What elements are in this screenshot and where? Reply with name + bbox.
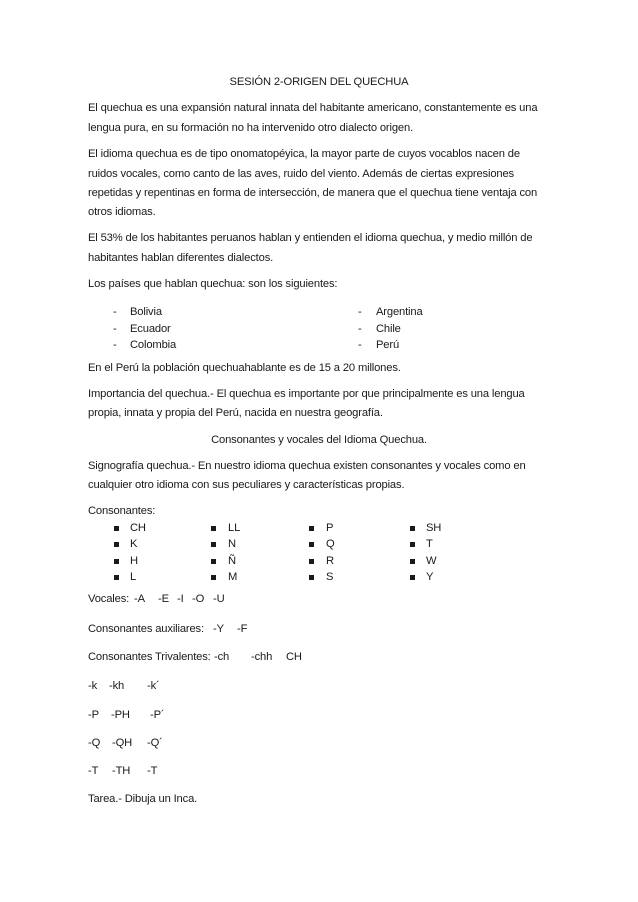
consonant-item: T — [426, 538, 433, 550]
bullet-square-icon — [114, 526, 119, 531]
list-dash: - — [358, 306, 362, 318]
auxiliary-label: Consonantes auxiliares: — [88, 623, 204, 635]
consonant-item: Q — [326, 538, 335, 550]
consonant-item: K — [130, 538, 138, 550]
bullet-square-icon — [410, 526, 415, 531]
consonant-item: W — [426, 555, 437, 567]
bullet-square-icon — [211, 559, 216, 564]
bullet-square-icon — [211, 575, 216, 580]
bullet-square-icon — [309, 575, 314, 580]
consonant-item: LL — [228, 522, 241, 534]
trivalent-label: Consonantes Trivalentes: — [88, 651, 211, 663]
consonant-item: Y — [426, 571, 434, 583]
paragraph-importance-line-2: propia, innata y propia del Perú, nacida en nuestra geografía. — [88, 407, 383, 419]
bullet-square-icon — [114, 542, 119, 547]
row-item: -k´ — [147, 680, 160, 692]
consonant-item: Ñ — [228, 555, 236, 567]
list-dash: - — [113, 339, 117, 351]
bullet-square-icon — [410, 575, 415, 580]
auxiliary-item: -F — [237, 623, 248, 635]
vowel-item: -A — [134, 593, 145, 605]
consonant-item: N — [228, 538, 236, 550]
homework-line: Tarea.- Dibuja un Inca. — [88, 793, 198, 805]
consonant-item: CH — [130, 522, 146, 534]
country-chile: Chile — [376, 323, 401, 335]
row-item: -PH — [111, 709, 130, 721]
country-argentina: Argentina — [376, 306, 423, 318]
row-item: -k — [88, 680, 98, 692]
row-item: -QH — [112, 737, 133, 749]
bullet-square-icon — [211, 526, 216, 531]
list-dash: - — [358, 339, 362, 351]
consonants-label: Consonantes: — [88, 505, 156, 517]
paragraph-onomatopoeia-line-2: ruidos vocales, como canto de las aves, ruido del viento. Además de ciertas expresiones — [88, 168, 514, 180]
list-dash: - — [358, 323, 362, 335]
bullet-square-icon — [309, 542, 314, 547]
paragraph-signografia-line-2: cualquier otro idioma con sus peculiares y características propias. — [88, 479, 405, 491]
row-item: -Q´ — [147, 737, 163, 749]
section-subtitle: Consonantes y vocales del Idioma Quechua. — [211, 434, 427, 446]
consonant-item: SH — [426, 522, 442, 534]
vowels-label: Vocales: — [88, 593, 130, 605]
paragraph-population: En el Perú la población quechuahablante es de 15 a 20 millones. — [88, 362, 401, 374]
vowel-item: -O — [192, 593, 205, 605]
vowel-item: -I — [177, 593, 184, 605]
bullet-square-icon — [410, 559, 415, 564]
bullet-square-icon — [410, 542, 415, 547]
paragraph-onomatopoeia-line-1: El idioma quechua es de tipo onomatopéyica, la mayor parte de cuyos vocablos nacen de — [88, 148, 520, 160]
vowel-item: -U — [213, 593, 225, 605]
paragraph-importance-line-1: Importancia del quechua.- El quechua es importante por que principalmente es una lengua — [88, 388, 525, 400]
paragraph-onomatopoeia-line-3: repetidas y repentinas en forma de intersección, de manera que el quechua tiene ventaja con — [88, 187, 538, 199]
country-peru: Perú — [376, 339, 400, 351]
paragraph-origin-line-1: El quechua es una expansión natural innata del habitante americano, constantemente es una — [88, 102, 538, 114]
vowel-item: -E — [158, 593, 169, 605]
list-dash: - — [113, 306, 117, 318]
bullet-square-icon — [211, 542, 216, 547]
paragraph-speakers-line-2: habitantes hablan diferentes dialectos. — [88, 252, 274, 264]
row-item: -T — [147, 765, 158, 777]
row-item: -TH — [112, 765, 131, 777]
bullet-square-icon — [309, 526, 314, 531]
consonant-item: P — [326, 522, 334, 534]
row-item: -kh — [109, 680, 125, 692]
auxiliary-item: -Y — [213, 623, 224, 635]
consonant-item: H — [130, 555, 138, 567]
paragraph-origin-line-2: lengua pura, en su formación no ha intervenido otro dialecto origen. — [88, 122, 414, 134]
list-dash: - — [113, 323, 117, 335]
row-item: -Q — [88, 737, 101, 749]
country-colombia: Colombia — [130, 339, 177, 351]
paragraph-countries-intro: Los países que hablan quechua: son los siguientes: — [88, 278, 338, 290]
country-bolivia: Bolivia — [130, 306, 162, 318]
consonant-item: R — [326, 555, 334, 567]
trivalent-item: CH — [286, 651, 302, 663]
country-ecuador: Ecuador — [130, 323, 171, 335]
bullet-square-icon — [309, 559, 314, 564]
paragraph-onomatopoeia-line-4: otros idiomas. — [88, 206, 156, 218]
row-item: -P — [88, 709, 99, 721]
paragraph-signografia-line-1: Signografía quechua.- En nuestro idioma quechua existen consonantes y vocales como en — [88, 460, 526, 472]
document-title: SESIÓN 2-ORIGEN DEL QUECHUA — [229, 76, 409, 88]
row-item: -T — [88, 765, 99, 777]
row-item: -P´ — [150, 709, 165, 721]
consonant-item: S — [326, 571, 334, 583]
bullet-square-icon — [114, 575, 119, 580]
paragraph-speakers-line-1: El 53% de los habitantes peruanos hablan y entienden el idioma quechua, y medio millón de — [88, 232, 533, 244]
bullet-square-icon — [114, 559, 119, 564]
consonant-item: L — [130, 571, 137, 583]
consonant-item: M — [228, 571, 238, 583]
trivalent-item: -chh — [251, 651, 273, 663]
trivalent-item: -ch — [214, 651, 230, 663]
